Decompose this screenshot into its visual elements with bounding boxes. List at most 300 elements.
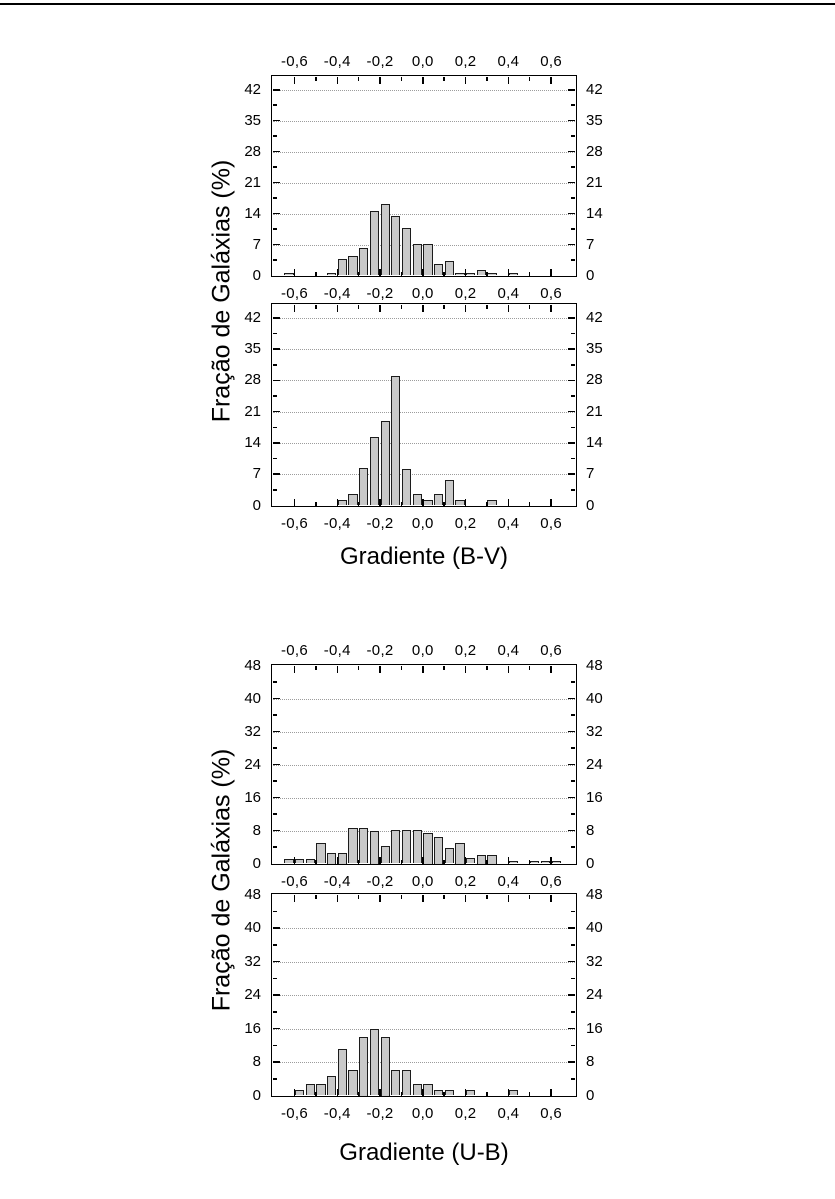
x-tick bbox=[315, 502, 317, 506]
histogram-bar bbox=[487, 500, 496, 506]
x-tick bbox=[379, 269, 381, 276]
x-tick-label: -0,2 bbox=[366, 515, 394, 532]
x-tick bbox=[550, 666, 552, 673]
x-tick bbox=[401, 895, 403, 899]
x-tick bbox=[465, 895, 467, 902]
y-tick bbox=[273, 380, 280, 382]
y-tick-label: 42 bbox=[244, 308, 261, 326]
x-tick-label: 0,0 bbox=[411, 515, 434, 532]
x-tick bbox=[508, 857, 510, 864]
x-tick bbox=[486, 895, 488, 899]
histogram-bar bbox=[487, 273, 496, 276]
x-tick bbox=[443, 77, 445, 81]
histogram-bar bbox=[541, 861, 550, 863]
y-tick bbox=[568, 244, 575, 246]
x-tick bbox=[508, 666, 510, 673]
x-tick-label: 0,4 bbox=[497, 515, 520, 532]
x-tick bbox=[294, 1089, 296, 1096]
y-tick bbox=[568, 151, 575, 153]
histogram-bar bbox=[327, 273, 336, 276]
x-tick bbox=[529, 895, 531, 899]
x-tick-label: 0,0 bbox=[411, 1105, 434, 1122]
y-tick bbox=[568, 764, 575, 766]
histogram-bar bbox=[306, 859, 315, 864]
histogram-bar bbox=[295, 1090, 304, 1096]
y-tick bbox=[568, 411, 575, 413]
y-tick-label: 0 bbox=[252, 496, 261, 514]
x-tick bbox=[315, 272, 317, 276]
y-tick-label: 32 bbox=[586, 952, 603, 970]
y-tick-label: 40 bbox=[586, 689, 603, 707]
gridline bbox=[273, 90, 575, 91]
y-tick-label: 48 bbox=[244, 656, 261, 674]
histogram-bar bbox=[466, 1090, 475, 1096]
y-tick-label: 16 bbox=[586, 788, 603, 806]
y-tick-minor bbox=[571, 944, 575, 946]
y-tick-minor bbox=[273, 780, 277, 782]
histogram-bar bbox=[402, 228, 411, 275]
x-tick bbox=[443, 305, 445, 309]
y-tick-label: 32 bbox=[244, 722, 261, 740]
x-tick bbox=[358, 272, 360, 276]
y-tick bbox=[568, 797, 575, 799]
histogram-bar bbox=[434, 837, 443, 864]
x-tick bbox=[486, 77, 488, 81]
gridline bbox=[273, 214, 575, 215]
y-tick-minor bbox=[273, 135, 277, 137]
y-tick-label: 0 bbox=[252, 854, 261, 872]
x-tick-label: 0,4 bbox=[497, 873, 520, 890]
y-tick-label: 40 bbox=[244, 689, 261, 707]
x-tick bbox=[443, 895, 445, 899]
histogram-bar bbox=[413, 830, 422, 864]
x-tick bbox=[401, 666, 403, 670]
histogram-bar bbox=[391, 1070, 400, 1096]
gridline bbox=[273, 732, 575, 733]
y-tick-label: 28 bbox=[586, 371, 603, 389]
y-tick-minor bbox=[571, 333, 575, 335]
histogram-bar bbox=[402, 469, 411, 506]
gridline bbox=[273, 831, 575, 832]
x-tick bbox=[315, 860, 317, 864]
gridline bbox=[273, 349, 575, 350]
y-tick bbox=[273, 348, 280, 350]
histogram-bar bbox=[316, 1084, 325, 1096]
histogram-bar bbox=[381, 846, 390, 864]
y-tick bbox=[273, 830, 280, 832]
y-tick-minor bbox=[273, 458, 277, 460]
y-tick-minor bbox=[273, 1045, 277, 1047]
y-tick-label: 28 bbox=[244, 142, 261, 160]
histogram-bar bbox=[423, 500, 432, 506]
x-tick bbox=[529, 860, 531, 864]
x-tick bbox=[379, 666, 381, 673]
x-tick-label: -0,4 bbox=[323, 285, 351, 302]
y-tick bbox=[273, 317, 280, 319]
x-tick-label: 0,6 bbox=[540, 53, 562, 70]
histogram-bar bbox=[359, 468, 368, 506]
histogram-bar bbox=[391, 376, 400, 506]
histogram-bar bbox=[552, 861, 561, 863]
histogram-bar bbox=[445, 848, 454, 864]
y-tick bbox=[568, 380, 575, 382]
y-tick bbox=[568, 830, 575, 832]
y-tick-minor bbox=[571, 228, 575, 230]
gridline bbox=[273, 962, 575, 963]
y-tick-minor bbox=[571, 197, 575, 199]
x-tick-label: 0,4 bbox=[497, 53, 520, 70]
y-tick-label: 21 bbox=[244, 173, 261, 191]
histogram-bar bbox=[509, 1090, 518, 1096]
gridline bbox=[273, 474, 575, 475]
x-tick bbox=[379, 77, 381, 84]
y-tick-minor bbox=[571, 427, 575, 429]
histogram-bar bbox=[434, 494, 443, 506]
histogram-bar bbox=[487, 855, 496, 863]
y-tick bbox=[273, 927, 280, 929]
x-tick bbox=[379, 1089, 381, 1096]
x-tick bbox=[358, 77, 360, 81]
y-tick bbox=[273, 151, 280, 153]
gridline bbox=[273, 152, 575, 153]
x-tick-label: 0,4 bbox=[497, 1105, 520, 1122]
y-tick-minor bbox=[273, 228, 277, 230]
x-tick-label: -0,6 bbox=[280, 515, 309, 532]
y-tick-minor bbox=[273, 166, 277, 168]
x-tick-label: -0,6 bbox=[280, 53, 309, 70]
y-tick-minor bbox=[273, 846, 277, 848]
histogram-bar bbox=[306, 1084, 315, 1096]
y-tick-minor bbox=[571, 747, 575, 749]
x-tick bbox=[337, 77, 339, 84]
histogram-bar bbox=[402, 830, 411, 864]
histogram-bar bbox=[359, 248, 368, 275]
y-tick-label: 32 bbox=[244, 952, 261, 970]
x-tick bbox=[422, 269, 424, 276]
x-tick bbox=[358, 666, 360, 670]
histogram-bar bbox=[284, 859, 293, 864]
y-tick-label: 32 bbox=[586, 722, 603, 740]
histogram-bar bbox=[434, 1090, 443, 1096]
y-tick bbox=[273, 797, 280, 799]
y-tick bbox=[273, 120, 280, 122]
x-tick bbox=[315, 1092, 317, 1096]
y-tick-label: 16 bbox=[244, 788, 261, 806]
y-tick bbox=[273, 244, 280, 246]
x-tick bbox=[294, 857, 296, 864]
histogram-bar bbox=[509, 861, 518, 863]
y-tick bbox=[568, 731, 575, 733]
y-tick-minor bbox=[571, 104, 575, 106]
y-tick bbox=[568, 994, 575, 996]
x-tick bbox=[465, 857, 467, 864]
x-tick bbox=[443, 1092, 445, 1096]
x-tick bbox=[422, 1089, 424, 1096]
x-tick bbox=[486, 272, 488, 276]
x-tick bbox=[337, 305, 339, 312]
y-tick-label: 14 bbox=[244, 433, 261, 451]
histogram-bar bbox=[370, 1029, 379, 1095]
y-tick bbox=[568, 927, 575, 929]
y-tick-minor bbox=[571, 1045, 575, 1047]
gridline bbox=[273, 798, 575, 799]
x-tick bbox=[465, 1089, 467, 1096]
histogram-bar bbox=[477, 270, 486, 275]
x-tick bbox=[508, 77, 510, 84]
x-tick-label: -0,6 bbox=[280, 873, 309, 890]
x-tick bbox=[401, 272, 403, 276]
y-tick-label: 48 bbox=[586, 885, 603, 903]
x-tick bbox=[337, 895, 339, 902]
y-tick-minor bbox=[571, 813, 575, 815]
y-tick-minor bbox=[273, 333, 277, 335]
x-tick-label: -0,2 bbox=[366, 53, 394, 70]
y-tick-label: 0 bbox=[586, 266, 595, 284]
y-tick bbox=[568, 473, 575, 475]
y-tick-label: 7 bbox=[586, 465, 595, 483]
y-tick-minor bbox=[273, 104, 277, 106]
y-tick-label: 16 bbox=[244, 1019, 261, 1037]
x-tick-label: 0,6 bbox=[540, 642, 562, 659]
y-tick-minor bbox=[571, 489, 575, 491]
histogram-bar bbox=[295, 859, 304, 864]
y-tick-label: 0 bbox=[252, 266, 261, 284]
histogram-bar bbox=[466, 273, 475, 276]
y-tick-minor bbox=[571, 395, 575, 397]
histogram-bar bbox=[423, 833, 432, 864]
histogram-bar bbox=[445, 261, 454, 275]
x-tick-label: -0,4 bbox=[323, 53, 351, 70]
x-tick-label: -0,2 bbox=[366, 285, 394, 302]
histogram-bar bbox=[359, 828, 368, 864]
x-tick bbox=[529, 77, 531, 81]
y-tick-label: 42 bbox=[244, 80, 261, 98]
y-tick-label: 42 bbox=[586, 308, 603, 326]
x-tick bbox=[358, 305, 360, 309]
y-tick bbox=[568, 89, 575, 91]
x-tick bbox=[337, 666, 339, 673]
y-tick-label: 0 bbox=[586, 854, 595, 872]
y-tick-minor bbox=[273, 911, 277, 913]
x-tick bbox=[422, 499, 424, 506]
x-tick-label: 0,0 bbox=[411, 53, 434, 70]
gridline bbox=[273, 765, 575, 766]
x-tick bbox=[401, 860, 403, 864]
x-tick bbox=[422, 305, 424, 312]
gridline bbox=[273, 995, 575, 996]
histogram-bar bbox=[338, 1049, 347, 1095]
y-tick bbox=[568, 961, 575, 963]
x-tick bbox=[315, 666, 317, 670]
histogram-bar bbox=[381, 204, 390, 275]
y-tick bbox=[273, 1028, 280, 1030]
y-tick-minor bbox=[273, 747, 277, 749]
y-tick bbox=[568, 317, 575, 319]
y-tick bbox=[568, 348, 575, 350]
histogram-bar bbox=[530, 861, 539, 863]
x-tick-label: -0,2 bbox=[366, 873, 394, 890]
y-tick bbox=[568, 442, 575, 444]
x-tick bbox=[486, 860, 488, 864]
y-tick bbox=[273, 213, 280, 215]
x-tick bbox=[379, 857, 381, 864]
x-tick bbox=[508, 269, 510, 276]
x-tick bbox=[508, 1089, 510, 1096]
y-axis-title-ub: Fração de Galáxias (%) bbox=[207, 748, 236, 1012]
y-axis-title-bv: Fração de Galáxias (%) bbox=[207, 159, 236, 423]
x-tick-label: -0,6 bbox=[280, 285, 309, 302]
y-tick-minor bbox=[273, 978, 277, 980]
x-tick bbox=[529, 502, 531, 506]
y-tick-label: 48 bbox=[586, 656, 603, 674]
y-tick-label: 48 bbox=[244, 885, 261, 903]
y-tick-minor bbox=[273, 944, 277, 946]
y-tick-label: 7 bbox=[586, 235, 595, 253]
histogram-panel bbox=[271, 303, 577, 507]
histogram-bar bbox=[348, 828, 357, 864]
x-tick-label: 0,2 bbox=[454, 515, 477, 532]
y-tick bbox=[568, 698, 575, 700]
y-tick-minor bbox=[571, 780, 575, 782]
x-tick-label: -0,4 bbox=[323, 873, 351, 890]
x-tick bbox=[294, 305, 296, 312]
y-tick-minor bbox=[571, 135, 575, 137]
x-tick bbox=[443, 860, 445, 864]
y-tick-label: 40 bbox=[244, 919, 261, 936]
y-tick-minor bbox=[273, 1078, 277, 1080]
y-tick-minor bbox=[273, 714, 277, 716]
page-top-rule bbox=[0, 3, 835, 5]
x-tick bbox=[379, 305, 381, 312]
y-tick bbox=[273, 411, 280, 413]
gridline bbox=[273, 380, 575, 381]
gridline bbox=[273, 928, 575, 929]
y-tick bbox=[273, 473, 280, 475]
y-tick-minor bbox=[571, 846, 575, 848]
histogram-bar bbox=[348, 1070, 357, 1096]
x-tick bbox=[529, 666, 531, 670]
y-tick-minor bbox=[571, 364, 575, 366]
x-tick bbox=[529, 305, 531, 309]
y-tick bbox=[568, 1061, 575, 1063]
histogram-bar bbox=[348, 494, 357, 506]
histogram-bar bbox=[370, 831, 379, 864]
y-tick-minor bbox=[571, 681, 575, 683]
x-tick-label: -0,2 bbox=[366, 642, 394, 659]
x-tick bbox=[315, 305, 317, 309]
x-tick bbox=[529, 272, 531, 276]
y-tick-label: 0 bbox=[586, 496, 595, 514]
y-tick-label: 42 bbox=[586, 80, 603, 98]
y-tick-label: 14 bbox=[586, 204, 603, 222]
x-tick bbox=[422, 77, 424, 84]
y-tick-minor bbox=[571, 911, 575, 913]
y-tick bbox=[273, 442, 280, 444]
y-tick-minor bbox=[571, 714, 575, 716]
x-tick bbox=[550, 1089, 552, 1096]
y-tick-minor bbox=[571, 1078, 575, 1080]
x-tick bbox=[358, 502, 360, 506]
x-tick bbox=[337, 857, 339, 864]
x-tick bbox=[294, 666, 296, 673]
x-tick bbox=[486, 502, 488, 506]
x-tick bbox=[486, 1092, 488, 1096]
gridline bbox=[273, 121, 575, 122]
x-tick bbox=[358, 895, 360, 899]
x-tick bbox=[315, 895, 317, 899]
x-tick bbox=[486, 305, 488, 309]
y-tick-label: 8 bbox=[586, 1053, 595, 1070]
y-tick-label: 35 bbox=[244, 111, 261, 129]
x-tick-label: 0,2 bbox=[454, 285, 477, 302]
x-tick-label: 0,0 bbox=[411, 873, 434, 890]
x-tick bbox=[465, 666, 467, 673]
x-tick bbox=[337, 1089, 339, 1096]
y-tick-label: 7 bbox=[252, 235, 261, 253]
x-tick-label: -0,6 bbox=[280, 642, 309, 659]
gridline bbox=[273, 1062, 575, 1063]
x-tick bbox=[294, 77, 296, 84]
gridline bbox=[273, 699, 575, 700]
y-tick-minor bbox=[273, 259, 277, 261]
y-tick bbox=[568, 213, 575, 215]
y-tick bbox=[273, 731, 280, 733]
x-tick bbox=[358, 860, 360, 864]
x-tick bbox=[294, 269, 296, 276]
x-tick bbox=[550, 269, 552, 276]
y-tick bbox=[273, 1061, 280, 1063]
histogram-bar bbox=[434, 264, 443, 275]
histogram-bar bbox=[466, 858, 475, 864]
y-tick bbox=[273, 182, 280, 184]
x-tick bbox=[401, 77, 403, 81]
histogram-bar bbox=[423, 1084, 432, 1096]
x-tick-label: 0,2 bbox=[454, 642, 477, 659]
x-tick bbox=[337, 499, 339, 506]
y-tick bbox=[568, 182, 575, 184]
x-tick bbox=[358, 1092, 360, 1096]
x-tick bbox=[508, 499, 510, 506]
x-tick bbox=[443, 502, 445, 506]
x-tick bbox=[550, 305, 552, 312]
histogram-bar bbox=[402, 1070, 411, 1096]
histogram-bar bbox=[381, 421, 390, 506]
x-tick bbox=[401, 1092, 403, 1096]
y-tick-label: 8 bbox=[252, 821, 261, 839]
x-tick-label: 0,2 bbox=[454, 1105, 477, 1122]
y-tick-label: 16 bbox=[586, 1019, 603, 1037]
y-tick-minor bbox=[273, 1011, 277, 1013]
histogram-bar bbox=[284, 273, 293, 276]
y-tick-minor bbox=[571, 259, 575, 261]
y-tick-minor bbox=[273, 427, 277, 429]
x-tick bbox=[465, 305, 467, 312]
x-tick bbox=[508, 895, 510, 902]
x-tick bbox=[508, 305, 510, 312]
histogram-bar bbox=[370, 211, 379, 276]
y-tick-label: 24 bbox=[244, 755, 261, 773]
x-tick bbox=[294, 895, 296, 902]
y-tick-label: 24 bbox=[586, 986, 603, 1003]
x-tick bbox=[529, 1092, 531, 1096]
y-tick bbox=[273, 994, 280, 996]
x-tick bbox=[465, 269, 467, 276]
y-tick bbox=[568, 1028, 575, 1030]
x-tick-label: 0,0 bbox=[411, 642, 434, 659]
gridline bbox=[273, 443, 575, 444]
histogram-bar bbox=[327, 853, 336, 863]
histogram-bar bbox=[391, 830, 400, 864]
